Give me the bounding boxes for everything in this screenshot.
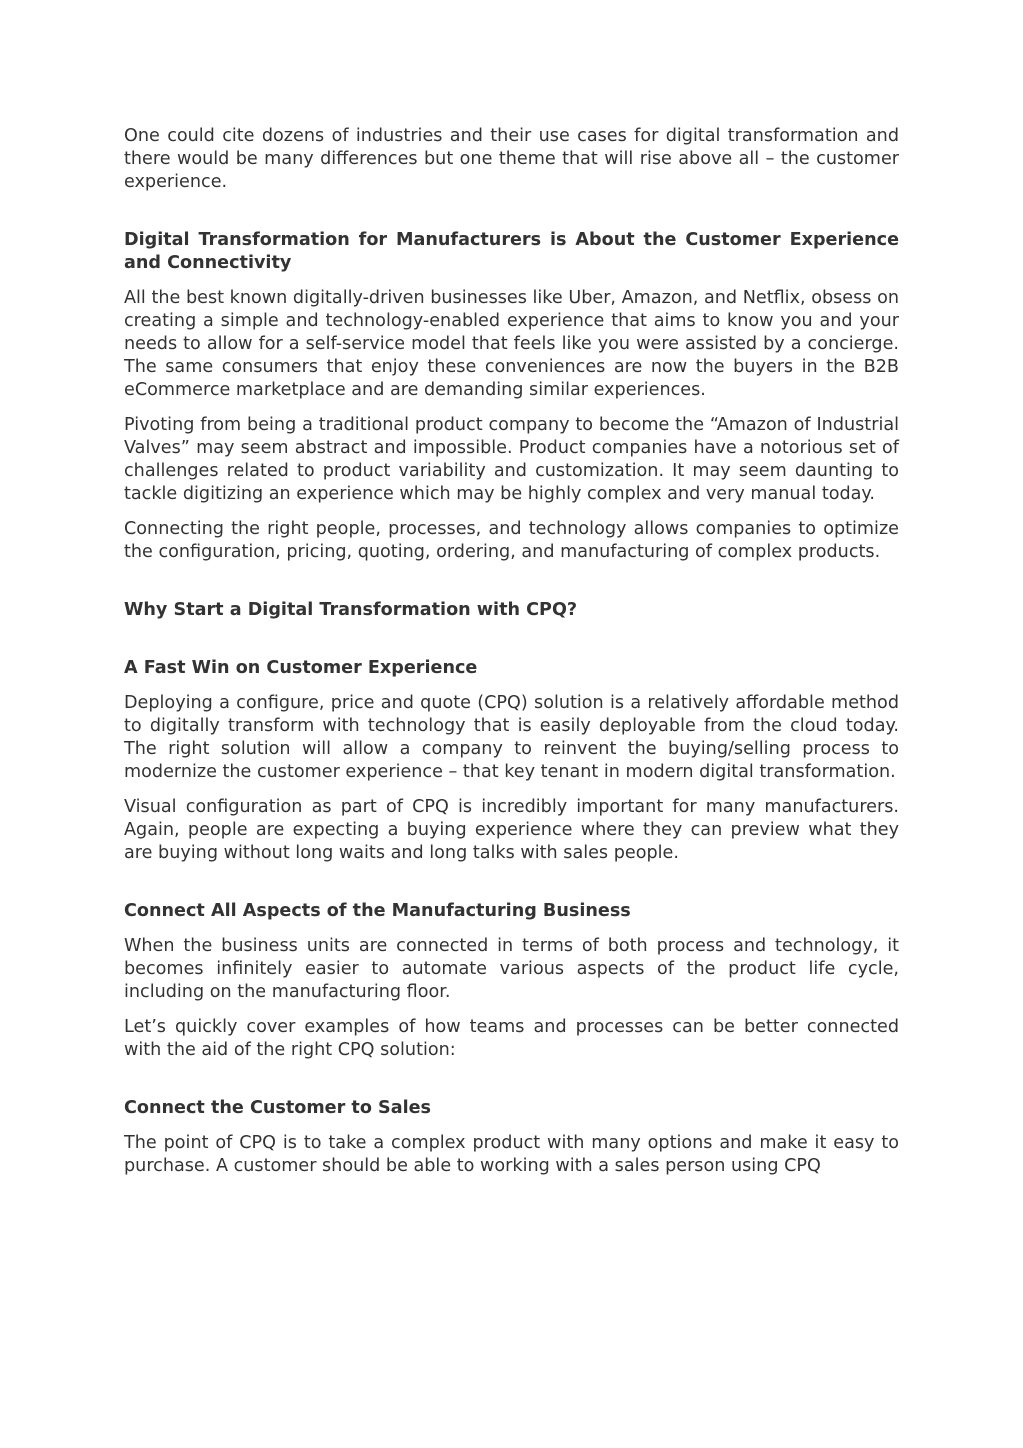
paragraph-pivoting: Pivoting from being a traditional product company to become the “Amazon of Industrial Valves” may seem abstract and impossible. Product companies have a notorious set of challenges related to product variability and customization. It may seem daunting to tackle digitizing an experience which may be highly complex and very manual today. [124, 415, 899, 504]
spacer [124, 622, 899, 657]
paragraph-deploying-cpq: Deploying a configure, price and quote (CPQ) solution is a relatively affordable method to digitally transform with technology that is easily deployable from the cloud today. The right solution will allow a company to reinvent the buying/selling process to modernize the customer experience – that key tenant in modern digital transformation. [124, 693, 899, 782]
paragraph-visual-configuration: Visual configuration as part of CPQ is incredibly important for many manufacturers. Again, people are expecting a buying experience where they can preview what they are buying without long waits and long talks with sales people. [124, 797, 899, 863]
paragraph-business-units: When the business units are connected in terms of both process and technology, it becomes infinitely easier to automate various aspects of the product life cycle, including on the manufacturing floor. [124, 936, 899, 1002]
spacer [124, 1062, 899, 1097]
spacer [124, 784, 899, 796]
paragraph-best-known-businesses: All the best known digitally-driven businesses like Uber, Amazon, and Netflix, obsess on creating a simple and technology-enabled experience that aims to know you and your needs to allow for a self-service model that feels like you were assisted by a concierge. The same consumers that enjoy these conveniences are now the buyers in the B2B eCommerce marketplace and are demanding similar experiences. [124, 288, 899, 400]
spacer [124, 564, 899, 599]
section-heading-customer-to-sales: Connect the Customer to Sales [124, 1098, 432, 1118]
paragraph-connecting: Connecting the right people, processes, and technology allows companies to optimize the configuration, pricing, quoting, ordering, and manufacturing of complex products. [124, 519, 899, 562]
section-heading-why-cpq: Why Start a Digital Transformation with CPQ? [124, 600, 578, 620]
paragraph-quick-examples: Let’s quickly cover examples of how teams and processes can be better connected with the aid of the right CPQ solution: [124, 1017, 899, 1060]
spacer [124, 506, 899, 518]
spacer [124, 923, 899, 935]
document-page [124, 125, 899, 1178]
spacer [124, 402, 899, 414]
paragraph-point-of-cpq: The point of CPQ is to take a complex product with many options and make it easy to purchase. A customer should be able to working with a sales person using CPQ [124, 1133, 899, 1176]
spacer [124, 194, 899, 229]
intro-paragraph: One could cite dozens of industries and their use cases for digital transformation and there would be many differences but one theme that will rise above all – the customer experience. [124, 126, 899, 192]
spacer [124, 1120, 899, 1132]
spacer [124, 1004, 899, 1016]
section-heading-connect-aspects: Connect All Aspects of the Manufacturing Business [124, 901, 631, 921]
spacer [124, 680, 899, 692]
spacer [124, 275, 899, 287]
spacer [124, 865, 899, 900]
section-heading-fast-win: A Fast Win on Customer Experience [124, 658, 478, 678]
section-heading-digital-transformation: Digital Transformation for Manufacturers is About the Customer Experience and Connectivity [124, 230, 899, 273]
